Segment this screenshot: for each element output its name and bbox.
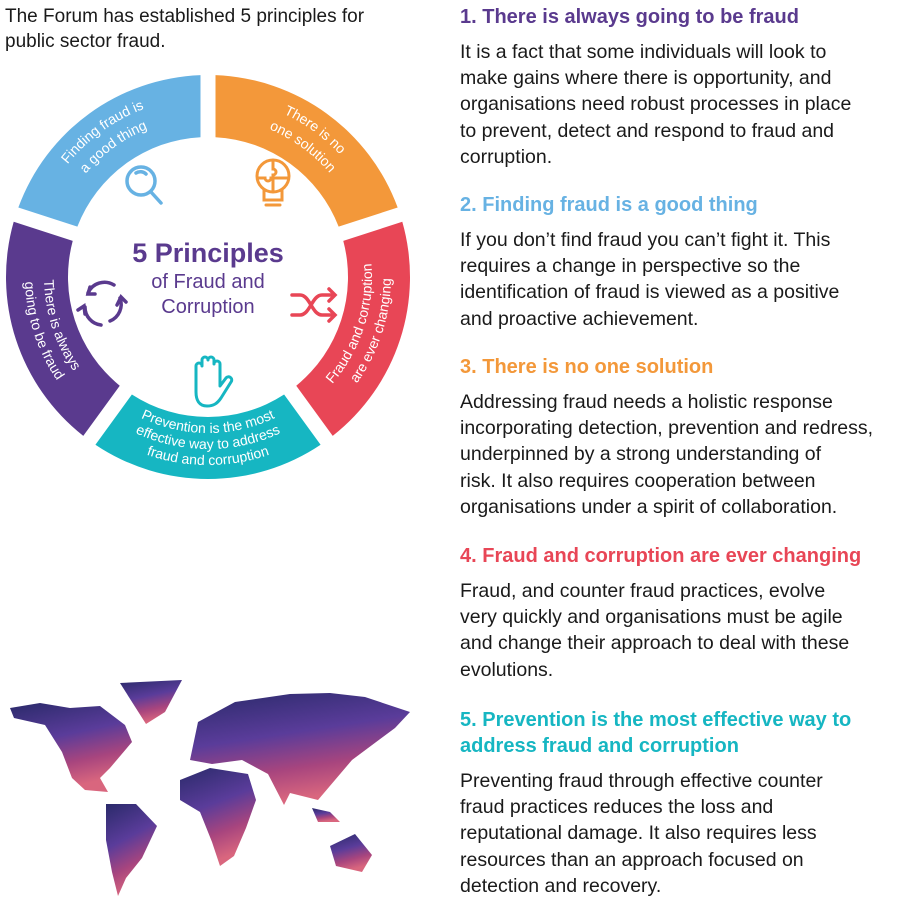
shuffle-icon: [292, 289, 335, 321]
principle-body-line: It is a fact that some individuals will look to: [460, 41, 827, 63]
principle-body-line: and change their approach to deal with these: [460, 632, 850, 655]
principle-heading-line: address fraud and corruption: [460, 735, 739, 757]
principles-ring-diagram: [0, 0, 420, 490]
ring-segment-label-line: There is no: [282, 101, 350, 157]
principle-heading-line: 3. There is no one solution: [460, 356, 714, 378]
magnifier-icon: [127, 167, 161, 203]
principle-body-line: Addressing fraud needs a holistic response: [460, 391, 833, 413]
intro-line: The Forum has established 5 principles for: [5, 6, 365, 27]
principle-heading: [460, 4, 900, 30]
principle-body-line: If you don’t find fraud you can’t fight it. This: [460, 229, 831, 251]
principle-body: [460, 39, 900, 170]
principle-heading: [460, 354, 900, 380]
africa-shape: [180, 768, 256, 866]
principle-heading: [460, 707, 900, 759]
islands-shape: [312, 808, 340, 822]
principle-body-line: Preventing fraud through effective counter: [460, 770, 823, 792]
principle-section: [460, 543, 900, 683]
principle-body-line: detection and recovery.: [460, 874, 662, 897]
principle-body-line: requires a change in perspective so the: [460, 255, 801, 278]
principle-section: [460, 4, 900, 170]
principle-body-line: resources than an approach focused on: [460, 848, 804, 871]
principle-body: [460, 768, 900, 899]
world-map-image: [0, 676, 420, 911]
ring-segment-label-line: There is always: [40, 279, 85, 373]
principle-body-line: evolutions.: [460, 658, 554, 681]
ring-segment-label-line: Prevention is the most: [139, 405, 277, 437]
lightbulb-puzzle-icon: [257, 160, 289, 205]
greenland-shape: [120, 680, 182, 724]
principle-body-line: corruption.: [460, 145, 553, 168]
ring-center-subtitle-1: of Fraud and: [151, 271, 265, 293]
principle-heading-line: 2. Finding fraud is a good thing: [460, 194, 758, 216]
principle-body-line: risk. It also requires cooperation between: [460, 469, 816, 492]
south-america-shape: [106, 804, 157, 896]
principle-section: [460, 354, 900, 520]
principle-section: [460, 707, 900, 899]
principle-body: [460, 227, 900, 332]
ring-center-subtitle-2: Corruption: [161, 296, 255, 318]
principle-heading-line: 1. There is always going to be fraud: [460, 6, 799, 28]
principle-body-line: underpinned by a strong understanding of: [460, 443, 822, 466]
ring-segment-label-line: Fraud and corruption: [322, 263, 376, 387]
principle-body-line: to prevent, detect and respond to fraud and: [460, 119, 835, 142]
principle-heading-line: 4. Fraud and corruption are ever changing: [460, 545, 862, 567]
principle-heading-line: 5. Prevention is the most effective way to: [460, 709, 852, 731]
ring-segment-label-line: fraud and corruption: [145, 442, 271, 469]
principle-body-line: fraud practices reduces the loss and: [460, 796, 774, 819]
intro-line: public sector fraud.: [5, 31, 166, 52]
cycle-arrows-icon: [78, 282, 126, 325]
principle-body-line: Fraud, and counter fraud practices, evolve: [460, 580, 826, 602]
principle-body-line: make gains where there is opportunity, and: [460, 67, 832, 90]
principle-heading: [460, 543, 900, 569]
australia-shape: [330, 834, 372, 872]
principle-section: [460, 192, 900, 332]
principle-body-line: incorporating detection, prevention and redress,: [460, 417, 874, 440]
hand-icon: [196, 357, 232, 406]
principle-body-line: and proactive achievement.: [460, 307, 699, 330]
principle-body: [460, 389, 900, 520]
principle-body-line: organisations under a spirit of collaboration.: [460, 495, 838, 518]
north-america-shape: [10, 703, 132, 792]
principle-body-line: identification of fraud is viewed as a positive: [460, 281, 840, 304]
principle-body-line: reputational damage. It also requires less: [460, 822, 817, 845]
ring-segment-label-line: going to be fraud: [22, 281, 69, 383]
ring-segment-label-line: effective way to address: [133, 420, 283, 453]
ring-center-title: 5 Principles: [132, 238, 284, 268]
principle-heading: [460, 192, 900, 218]
ring-segment-label-line: are ever changing: [346, 277, 395, 386]
ring-segment-label-line: Finding fraud is: [57, 96, 146, 167]
principle-body-line: very quickly and organisations must be agile: [460, 606, 843, 629]
principle-body-line: organisations need robust processes in place: [460, 93, 852, 116]
ring-segment-label-line: one solution: [267, 117, 340, 176]
ring-segment-label-line: a good thing: [75, 116, 149, 176]
principle-body: [460, 578, 900, 683]
